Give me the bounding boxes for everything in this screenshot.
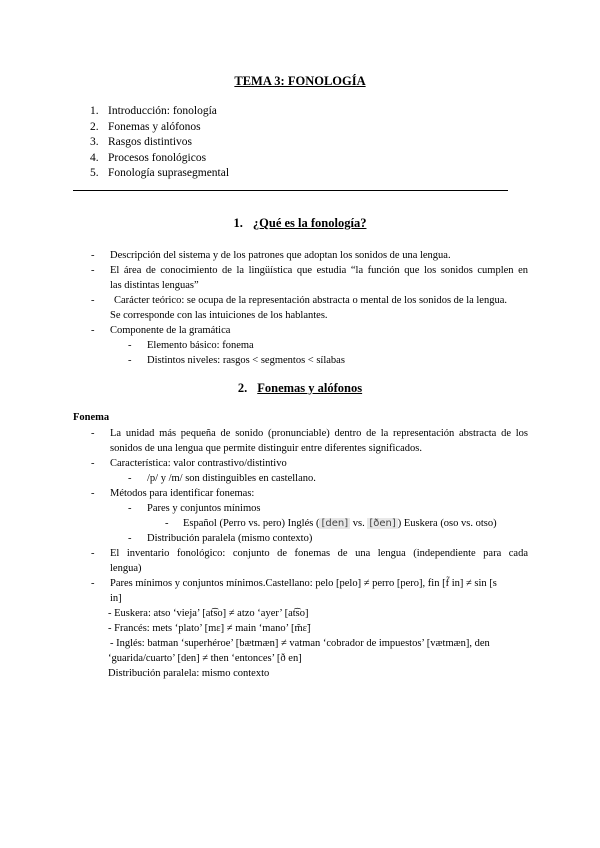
sub-list-item: Distintos niveles: rasgos < segmentos < sílabas: [147, 355, 345, 366]
toc-item: 1. Introducción: fonología: [90, 105, 217, 117]
sub-list-item: Elemento básico: fonema: [147, 340, 254, 351]
example-line: - Euskera: atso ‘vieja’ [at͡so] ≠ atzo ‘ayer’ [at͡so]: [108, 608, 309, 619]
list-item: Característica: valor contrastivo/distintivo: [110, 458, 287, 469]
example-line: Distribución paralela: mismo contexto: [108, 668, 270, 679]
list-item-cont: las distintas lenguas”: [110, 280, 199, 291]
list-item: La unidad más pequeña de sonido (pronunciable) dentro de la representación abstracta de los: [110, 428, 528, 439]
list-item: El inventario fonológico: conjunto de fonemas de una lengua (independiente para cada: [110, 548, 528, 559]
document-page: TEMA 3: FONOLOGÍA 1. Introducción: fonología 2. Fonemas y alófonos 3. Rasgos distintivos 4. Procesos fonológicos 5. Fonología suprasegmental 1. ¿Qué es la fonología? - Descripción del sistema y de los patrones que adoptan los sonidos de una lengua. - El área de conocimiento de la lingüística que estudia “la función que los sonidos cumplen en las distintas lenguas” - Carácter teórico: se ocupa de la representación abstracta o mental de los sonidos de la lengua. Se corresponde con las intuiciones de los hablantes. - Componente de la gramática - Elemento básico: fonema - Distintos niveles: rasgos < segmentos < sílabas 2. Fonemas y alófonos Fonema - La unidad más pequeña de sonido (pronunciable) dentro de la representación abstracta de los sonidos de una lengua que permite distinguir entre diferentes significados. - Característica: valor contrastivo/distintivo - /p/ y /m/ son distinguibles en castellano. - Métodos para identificar fonemas: - Pares y conjuntos mínimos - Español (Perro vs. pero) Inglés ( [den] vs. [ðen] ) Euskera (oso vs. otso) - Distribución paralela (mismo contexto) - El inventario fonológico: conjunto de fonemas de una lengua (independiente para cada lengua) - Pares mínimos y conjuntos mínimos.Castellano: pelo [pelo] ≠ perro [pero], fin [f̃ in] ≠ sin [s in] - Euskera: atso ‘vieja’ [at͡so] ≠ atzo ‘ayer’ [at͡so] - Francés: mets ‘plato’ [mɛ] ≠ main ‘mano’ [m̃ɛ̃] - Inglés: batman ‘superhéroe’ [bætmæn] ≠ vatman ‘cobrador de impuestos’ [vætmæn], den ‘guarida/cuarto’ [den] ≠ then ‘entonces’ [ð en] Distribución paralela: mismo contexto: [0, 0, 600, 848]
example-line: - Francés: mets ‘plato’ [mɛ] ≠ main ‘mano’ [m̃ɛ̃]: [108, 623, 311, 634]
list-item: Carácter teórico: se ocupa de la representación abstracta o mental de los sonidos de la lengua.: [114, 295, 508, 306]
sub-list-item: Pares y conjuntos mínimos: [147, 503, 261, 514]
list-item-cont: Se corresponde con las intuiciones de los hablantes.: [110, 310, 328, 321]
section-heading-2: 2. Fonemas y alófonos: [237, 381, 363, 395]
table-of-contents: [90, 104, 229, 182]
page-title: TEMA 3: FONOLOGÍA: [234, 74, 366, 88]
sub-sub-list-item: Español (Perro vs. pero) Inglés ( [den] vs. [ðen] ) Euskera (oso vs. otso): [183, 518, 497, 529]
toc-item: 4. Procesos fonológicos: [90, 151, 207, 164]
list-item-cont: lengua): [110, 563, 142, 574]
example-line: ‘guarida/cuarto’ [den] ≠ then ‘entonces’ [ð en]: [108, 653, 302, 664]
section-heading-1: 1. ¿Qué es la fonología?: [233, 216, 367, 230]
example-line: - Inglés: batman ‘superhéroe’ [bætmæn] ≠ vatman ‘cobrador de impuestos’ [vætmæn], den: [110, 638, 490, 649]
sub-list-item: Distribución paralela (mismo contexto): [147, 533, 313, 544]
list-item: Métodos para identificar fonemas:: [110, 488, 255, 499]
list-item-cont: in]: [110, 593, 122, 604]
toc-item: 2. Fonemas y alófonos: [90, 120, 201, 133]
list-item: Descripción del sistema y de los patrones que adoptan los sonidos de una lengua.: [110, 250, 451, 261]
list-item: Pares mínimos y conjuntos mínimos.Castellano: pelo [pelo] ≠ perro [pero], fin [f̃ in] ≠ sin [s: [110, 578, 497, 589]
horizontal-divider: [73, 190, 508, 191]
list-item-cont: sonidos de una lengua que permite distinguir entre diferentes significados.: [110, 443, 423, 454]
toc-item: 3. Rasgos distintivos: [90, 136, 193, 149]
list-item: El área de conocimiento de la lingüística que estudia “la función que los sonidos cumplen en: [110, 265, 528, 276]
subheading-fonema: Fonema: [73, 412, 110, 423]
sub-list-item: /p/ y /m/ son distinguibles en castellano.: [147, 473, 316, 484]
list-item: Componente de la gramática: [110, 325, 231, 336]
toc-item: 5. Fonología suprasegmental: [90, 167, 230, 180]
